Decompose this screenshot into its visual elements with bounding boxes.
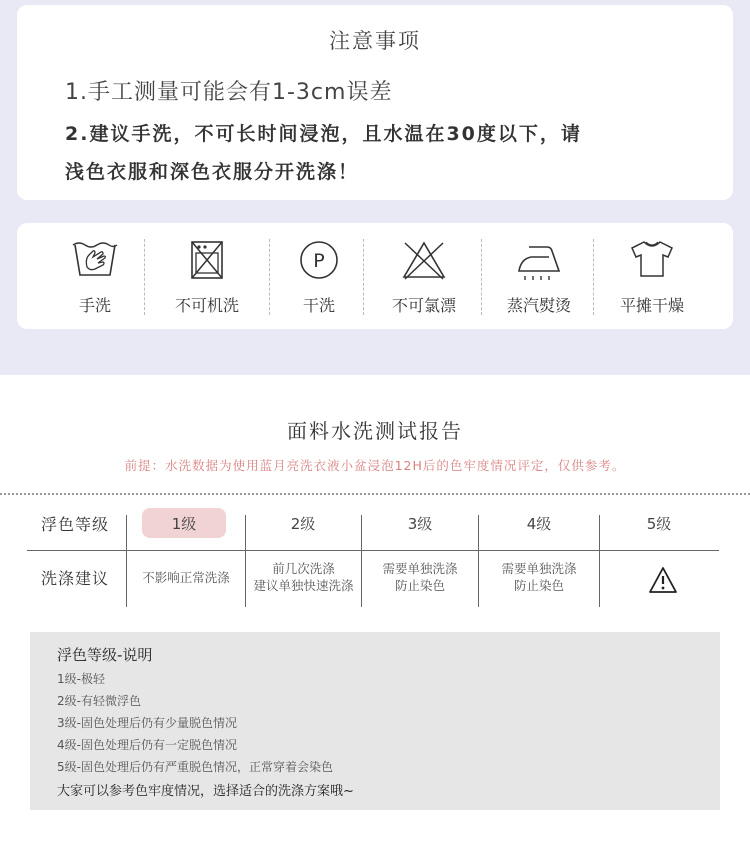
explanation-item: 1级-极轻 bbox=[57, 672, 105, 686]
no-bleach-icon bbox=[401, 239, 447, 281]
care-separator bbox=[363, 239, 364, 315]
care-item-dry-flat bbox=[602, 223, 702, 329]
care-item-steam-iron bbox=[489, 223, 589, 329]
care-label: 不可机洗 bbox=[174, 296, 239, 315]
care-item-no-bleach bbox=[372, 223, 476, 329]
no-machine-wash-icon bbox=[189, 239, 225, 281]
care-item-dry-clean bbox=[269, 223, 369, 329]
row-label-wash-suggestion: 洗涤建议 bbox=[40, 568, 109, 588]
row-label-float-color-level: 浮色等级 bbox=[40, 514, 109, 534]
care-label: 手洗 bbox=[78, 296, 111, 315]
care-label: 平摊干燥 bbox=[619, 296, 684, 315]
hand-wash-icon bbox=[71, 239, 119, 279]
explanation-title: 浮色等级-说明 bbox=[57, 646, 153, 664]
care-item-hand-wash bbox=[45, 223, 145, 329]
explanation-footer: 大家可以参考色牢度情况，选择适合的洗涤方案哦~ bbox=[57, 784, 354, 799]
care-separator bbox=[144, 239, 145, 315]
suggestion-level-2: 前几次洗涤 建议单独快速洗涤 bbox=[253, 561, 354, 593]
explanation-item: 5级-固色处理后仍有严重脱色情况，正常穿着会染色 bbox=[57, 760, 333, 774]
report-title: 面料水洗测试报告 bbox=[287, 419, 463, 443]
report-premise: 前提：水洗数据为使用蓝月亮洗衣液小盆浸泡12H后的色牢度情况评定，仅供参考。 bbox=[124, 458, 626, 473]
notice-line-2: 2.建议手洗，不可长时间浸泡，且水温在30度以下，请 bbox=[65, 123, 582, 145]
notice-title: 注意事项 bbox=[329, 29, 421, 53]
notice-line-3: 浅色衣服和深色衣服分开洗涤！ bbox=[65, 161, 360, 183]
dry-clean-icon bbox=[298, 239, 340, 281]
care-separator bbox=[593, 239, 594, 315]
warning-icon bbox=[648, 566, 678, 594]
care-label: 不可氯漂 bbox=[391, 296, 456, 315]
explanation-item: 2级-有轻微浮色 bbox=[57, 694, 141, 708]
suggestion-level-5 bbox=[600, 558, 726, 602]
table-divider bbox=[27, 550, 719, 551]
explanation-item: 3级-固色处理后仍有少量脱色情况 bbox=[57, 716, 237, 730]
suggestion-level-3: 需要单独洗涤 防止染色 bbox=[382, 561, 458, 593]
notice-card bbox=[17, 5, 733, 200]
suggestion-level-4: 需要单独洗涤 防止染色 bbox=[501, 561, 577, 593]
steam-iron-icon bbox=[515, 239, 563, 281]
care-label: 干洗 bbox=[302, 296, 335, 315]
notice-line-1: 1.手工测量可能会有1-3cm误差 bbox=[65, 80, 393, 105]
level-2-cell: 2级 bbox=[290, 514, 316, 533]
dotted-divider bbox=[0, 493, 750, 495]
explanation-item: 4级-固色处理后仍有一定脱色情况 bbox=[57, 738, 237, 752]
care-icons-card bbox=[17, 223, 733, 329]
svg-text:P: P bbox=[313, 250, 325, 272]
level-5-cell: 5级 bbox=[646, 514, 672, 533]
level-4-cell: 4级 bbox=[526, 514, 552, 533]
level-3-cell: 3级 bbox=[407, 514, 433, 533]
level-explanation-box bbox=[30, 632, 720, 810]
level-1-cell: 1级 bbox=[171, 514, 197, 533]
care-label: 蒸汽熨烫 bbox=[506, 296, 571, 315]
suggestion-level-1: 不影响正常洗涤 bbox=[142, 569, 230, 585]
dry-flat-icon bbox=[629, 239, 675, 279]
care-separator bbox=[481, 239, 482, 315]
care-item-no-machine-wash bbox=[157, 223, 257, 329]
